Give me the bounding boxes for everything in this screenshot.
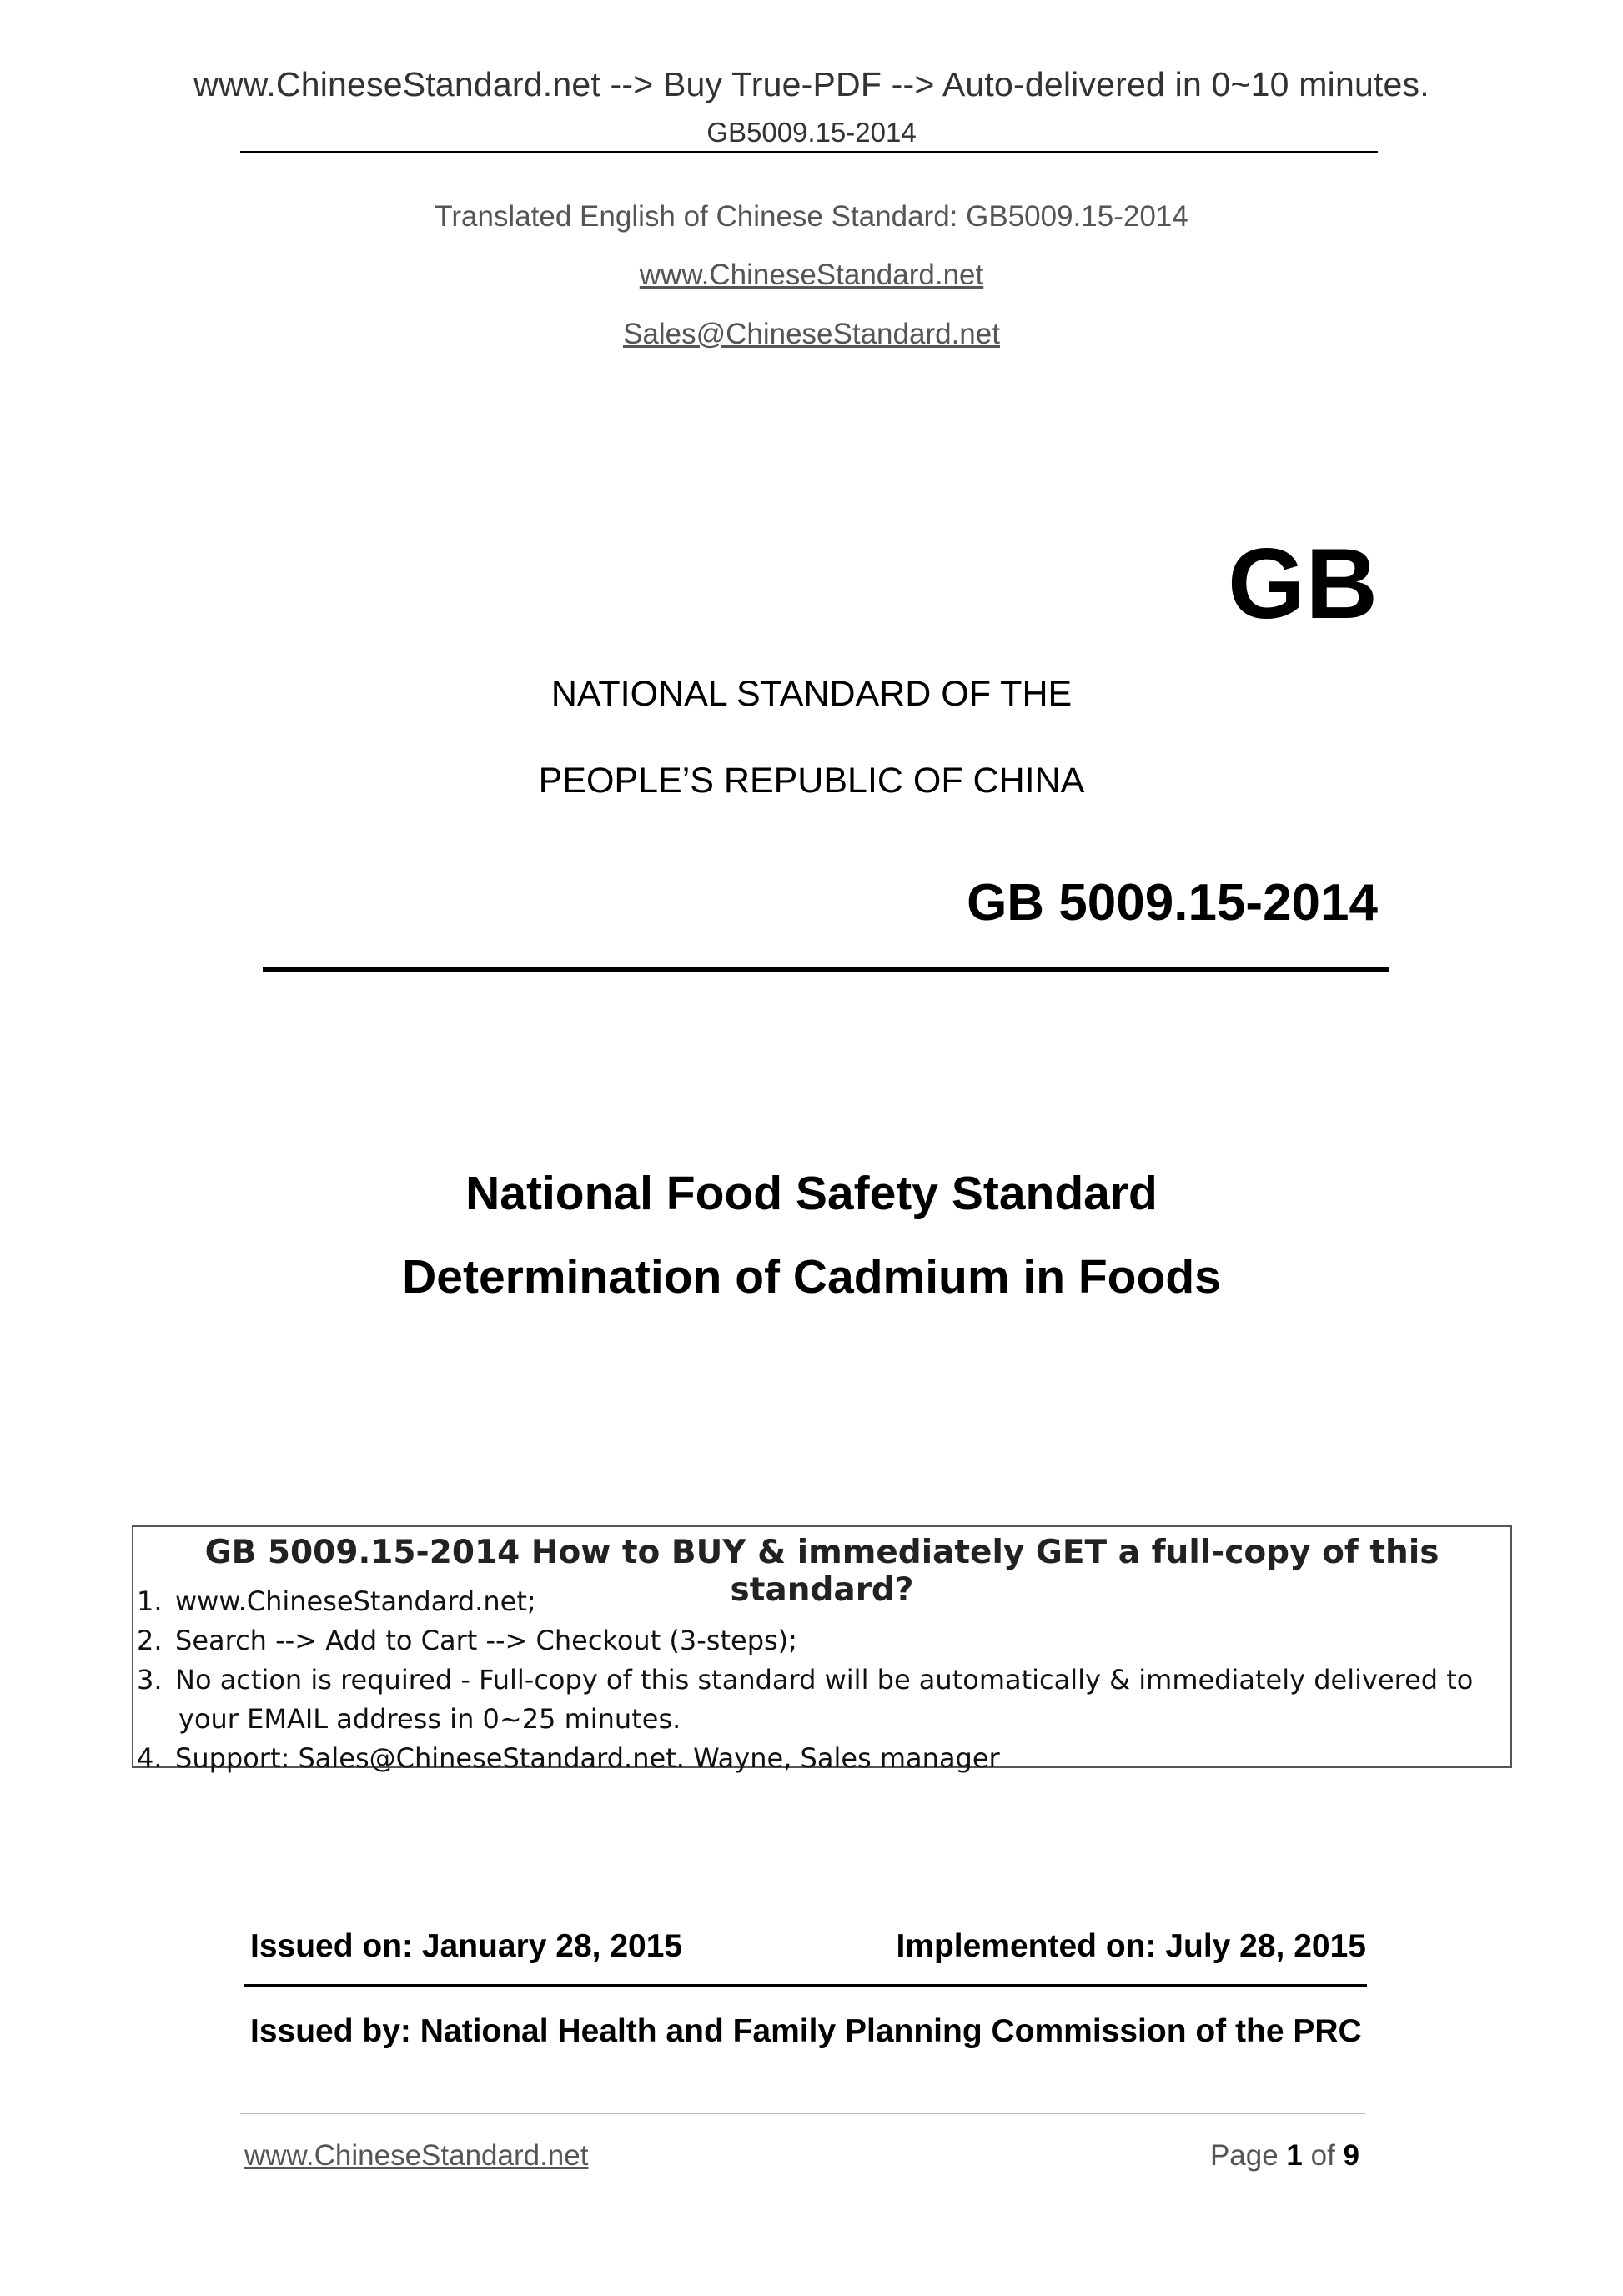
page-current: 1 — [1286, 2139, 1303, 2172]
email-link[interactable]: Sales@ChineseStandard.net — [623, 318, 1000, 350]
step-text: www.ChineseStandard.net; — [175, 1585, 536, 1617]
national-standard-line2: PEOPLE’S REPUBLIC OF CHINA — [538, 761, 1085, 801]
issued-by: Issued by: National Health and Family Planning Commission of the PRC — [250, 2013, 1362, 2049]
standard-code: GB 5009.15-2014 — [967, 874, 1378, 932]
buy-step — [137, 1739, 1504, 1778]
step-number: 1. — [137, 1585, 163, 1617]
issued-on: Issued on: January 28, 2015 — [250, 1928, 683, 1964]
title-line2: Determination of Cadmium in Foods — [402, 1250, 1221, 1304]
website-link-wrapper — [0, 259, 1623, 292]
header-divider — [240, 151, 1378, 153]
code-divider — [263, 967, 1389, 972]
buy-box-title: GB 5009.15-2014 How to BUY & immediately GET a full-copy of this standard? — [204, 1534, 1440, 1609]
step-number: 3. — [137, 1664, 163, 1696]
step-text: Support: Sales@ChineseStandard.net. Wayne, Sales manager — [175, 1742, 1000, 1774]
header-standard-id: GB5009.15-2014 — [706, 117, 917, 148]
buy-step-continuation — [137, 1700, 1504, 1739]
gb-mark: GB — [1228, 528, 1378, 640]
buy-step — [137, 1582, 1504, 1621]
page-indicator — [1210, 2139, 1359, 2173]
footer-website-link[interactable]: www.ChineseStandard.net — [244, 2139, 589, 2172]
translation-line: Translated English of Chinese Standard: GB5009.15-2014 — [435, 200, 1188, 233]
buy-step — [137, 1621, 1504, 1660]
step-text: your EMAIL address in 0~25 minutes. — [178, 1703, 681, 1735]
step-number: 4. — [137, 1742, 163, 1774]
page-total: 9 — [1343, 2139, 1359, 2172]
step-number: 2. — [137, 1625, 163, 1656]
header-top-line: www.ChineseStandard.net --> Buy True-PDF --> Auto-delivered in 0~10 minutes. — [193, 65, 1430, 103]
title-line1: National Food Safety Standard — [465, 1167, 1158, 1220]
national-standard-line1: NATIONAL STANDARD OF THE — [550, 674, 1073, 714]
implemented-on: Implemented on: July 28, 2015 — [896, 1928, 1366, 1964]
page-mid: of — [1302, 2139, 1344, 2172]
step-text: No action is required - Full-copy of this standard will be automatically & immediately delivered to — [175, 1664, 1474, 1696]
buy-instructions-box — [132, 1525, 1512, 1774]
email-link-wrapper — [0, 318, 1623, 351]
footer-divider — [240, 2113, 1365, 2114]
website-link[interactable]: www.ChineseStandard.net — [639, 259, 984, 291]
step-text: Search --> Add to Cart --> Checkout (3-steps); — [175, 1625, 797, 1656]
issue-divider — [244, 1984, 1367, 1987]
buy-step — [137, 1660, 1504, 1700]
buy-steps-list — [137, 1582, 1504, 1778]
page-prefix: Page — [1209, 2139, 1287, 2172]
